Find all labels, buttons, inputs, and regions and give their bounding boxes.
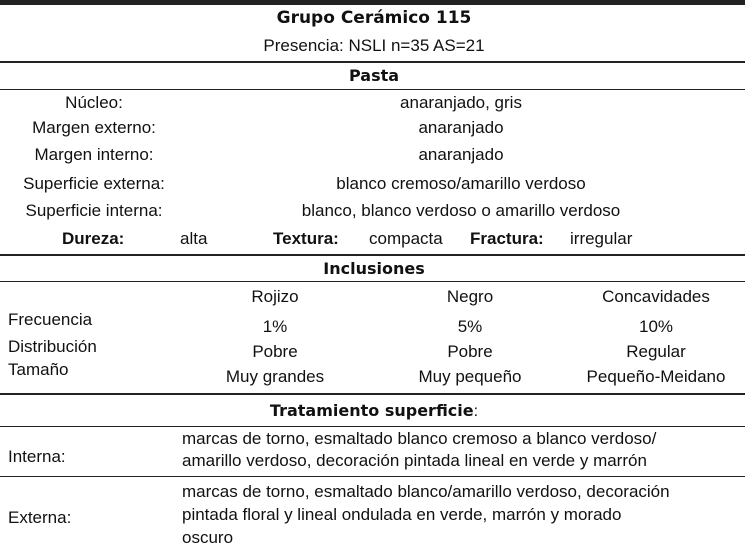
inclusiones-section-title: Inclusiones [323, 259, 425, 278]
pasta-value-nucleo: anaranjado, gris [400, 93, 522, 112]
inclusiones-col-concavidades: Concavidades [602, 287, 710, 306]
externa-line-2: pintada floral y lineal ondulada en verde, marrón y morado [182, 505, 622, 524]
textura-label: Textura: [273, 229, 339, 248]
top-border [0, 0, 745, 5]
dureza-label: Dureza: [62, 229, 125, 248]
tratamiento-section-header [270, 401, 478, 421]
frecuencia-negro: 5% [457, 317, 483, 336]
pasta-label-superficie-interna: Superficie interna: [25, 201, 163, 220]
externa-line-3: oscuro [182, 528, 234, 547]
divider-inclusiones-bottom [0, 281, 745, 282]
pasta-value-superficie-interna: blanco, blanco verdoso o amarillo verdoso [301, 201, 621, 220]
textura-value: compacta [369, 229, 443, 248]
pasta-label-superficie-externa: Superficie externa: [23, 174, 165, 193]
inclusiones-row-label-tamano: Tamaño [8, 360, 69, 379]
frecuencia-rojizo: 1% [262, 317, 288, 336]
inclusiones-row-label-distribucion: Distribución [8, 337, 97, 356]
interna-line-1: marcas de torno, esmaltado blanco cremoso a blanco verdoso/ [182, 429, 657, 448]
inclusiones-col-rojizo: Rojizo [251, 287, 299, 306]
tamano-rojizo: Muy grandes [225, 367, 325, 386]
frecuencia-concavidades: 10% [638, 317, 674, 336]
divider-pasta-bottom [0, 89, 745, 90]
page-title: Grupo Cerámico 115 [276, 8, 472, 28]
fractura-value: irregular [570, 229, 633, 248]
pasta-label-margen-externo: Margen externo: [32, 118, 156, 137]
tratamiento-section-suffix: : [473, 403, 479, 420]
divider-tratamiento-bottom [0, 426, 745, 427]
externa-label: Externa: [8, 508, 72, 527]
pasta-section-title: Pasta [348, 66, 400, 85]
pasta-value-margen-interno: anaranjado [418, 145, 504, 164]
interna-line-2: amarillo verdoso, decoración pintada lineal en verde y marrón [182, 451, 647, 470]
divider-externa-top [0, 476, 745, 477]
divider-tratamiento-top [0, 393, 745, 395]
distribucion-negro: Pobre [447, 342, 493, 361]
divider-inclusiones-top [0, 254, 745, 256]
externa-line-1: marcas de torno, esmaltado blanco/amarillo verdoso, decoración [182, 482, 670, 501]
tratamiento-section-title: Tratamiento superficie [269, 401, 474, 420]
fractura-label: Fractura: [470, 229, 544, 248]
pasta-label-margen-interno: Margen interno: [34, 145, 154, 164]
tamano-negro: Muy pequeño [418, 367, 522, 386]
inclusiones-row-label-frecuencia: Frecuencia [8, 310, 93, 329]
tamano-concavidades: Pequeño-Meidano [586, 367, 726, 386]
pasta-value-margen-externo: anaranjado [418, 118, 504, 137]
dureza-value: alta [180, 229, 208, 248]
pasta-label-nucleo: Núcleo: [65, 93, 123, 112]
distribucion-concavidades: Regular [626, 342, 686, 361]
pasta-value-superficie-externa: blanco cremoso/amarillo verdoso [336, 174, 586, 193]
presence-line: Presencia: NSLI n=35 AS=21 [263, 36, 485, 55]
interna-label: Interna: [8, 447, 66, 466]
divider-pasta-top [0, 61, 745, 63]
inclusiones-col-negro: Negro [446, 287, 494, 306]
distribucion-rojizo: Pobre [252, 342, 298, 361]
